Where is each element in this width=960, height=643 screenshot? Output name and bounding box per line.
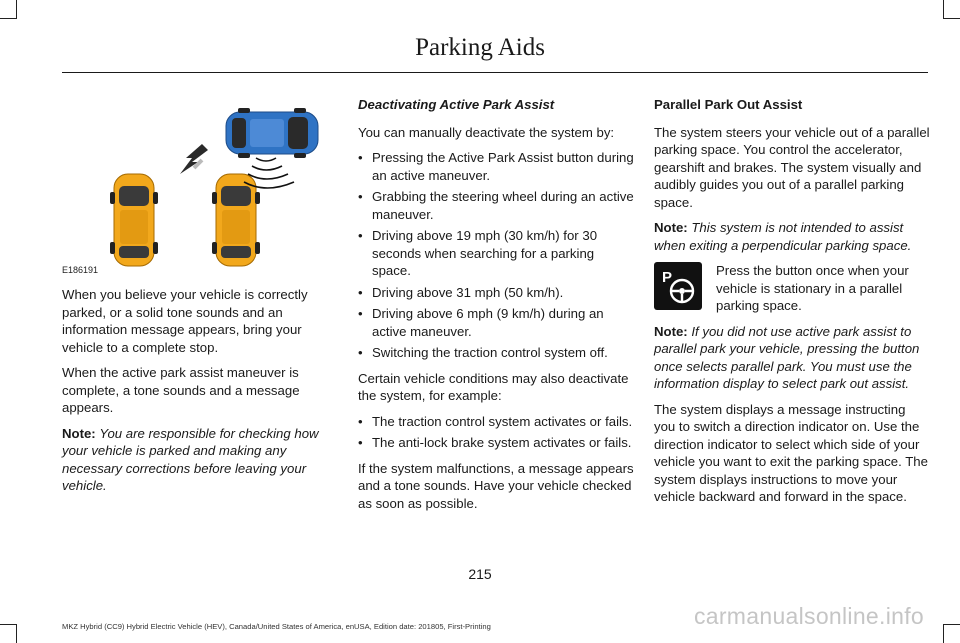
col3-paragraph-2: The system displays a message instructing you to switch a direction indicator on. Use the direction indicator to select which side of your vehicle you want to exit the parking space. The system displays instructions to move your vehicle backward and forward in the space. (654, 401, 928, 504)
parked-car-right (212, 174, 260, 266)
crop-mark-top-left (0, 0, 17, 19)
deactivate-list (358, 149, 634, 362)
footer-edition: MKZ Hybrid (CC9) Hybrid Electric Vehicle (HEV), Canada/United States of America, enUSA, Edition date: 201805, First-Printing (62, 622, 491, 631)
parking-illustration (62, 96, 340, 276)
column-right (654, 96, 930, 514)
page-title: Parking Aids (415, 34, 545, 61)
button-instruction-text: Press the button once when your vehicle is stationary in a parallel parking space. (716, 263, 909, 313)
deactivate-intro: You can manually deactivate the system by: (358, 124, 615, 140)
crop-mark-top-right (943, 0, 960, 19)
list-item: • The anti-lock brake system activates or fails. (358, 434, 634, 452)
header-divider (62, 72, 928, 73)
list-item: • Driving above 19 mph (30 km/h) for 30 seconds when searching for a parking space. (358, 227, 634, 280)
note-label: Note: (654, 323, 688, 339)
conditions-list (358, 413, 634, 452)
note-label: Note: (654, 220, 688, 235)
list-item: • Driving above 6 mph (9 km/h) during an active maneuver. (358, 305, 634, 340)
crop-mark-bottom-right (943, 624, 960, 643)
watermark: carmanualsonline.info (693, 603, 924, 629)
list-item: • The traction control system activates or fails. (358, 413, 634, 431)
column-left (62, 96, 340, 503)
col3-note-1 (654, 219, 930, 254)
col1-note (62, 425, 340, 495)
conditions-intro: Certain vehicle conditions may also deactivate the system, for example: (358, 370, 629, 403)
note-label: Note: (62, 425, 96, 441)
list-item: • Switching the traction control system off. (358, 344, 634, 362)
col1-paragraph-2: When the active park assist maneuver is complete, a tone sounds and a message appears. (62, 365, 300, 415)
svg-text:P: P (662, 269, 673, 286)
note-text: If you did not use active park assist to parallel park your vehicle, pressing the button once selects parallel park. You must use the information display to select park out assist. (654, 323, 920, 391)
parked-car-left (110, 174, 158, 266)
note-text: You are responsible for checking how your vehicle is parked and making any necessary corrections before leaving your vehicle. (62, 425, 319, 493)
button-instruction (654, 262, 930, 315)
crop-mark-bottom-left (0, 624, 17, 643)
section-heading-deactivating: Deactivating Active Park Assist (358, 97, 555, 112)
malfunction-text: If the system malfunctions, a message appears and a tone sounds. Have your vehicle checked as soon as possible. (358, 460, 634, 511)
column-middle (358, 96, 634, 520)
active-car (226, 108, 318, 158)
col3-note-2 (654, 323, 930, 393)
parking-diagram (62, 96, 340, 276)
page-number: 215 (468, 566, 492, 582)
direction-arrow-icon (180, 144, 208, 174)
col3-paragraph-1: The system steers your vehicle out of a parallel parking space. You control the accelerator, gearshift and brakes. The system visually and audibly guides you out of a parallel parking space. (654, 124, 930, 210)
section-heading-park-out: Parallel Park Out Assist (654, 97, 803, 112)
col1-paragraph-1: When you believe your vehicle is correctly parked, or a solid tone sounds and an information message appears, bring your vehicle to a complete stop. (62, 287, 308, 355)
list-item: • Driving above 31 mph (50 km/h). (358, 284, 634, 302)
list-item: • Grabbing the steering wheel during an active maneuver. (358, 188, 634, 223)
list-item: • Pressing the Active Park Assist button during an active maneuver. (358, 149, 634, 184)
park-assist-steering-icon (654, 262, 702, 310)
note-text: This system is not intended to assist when exiting a perpendicular parking space. (654, 220, 912, 253)
figure-id: E186191 (62, 265, 99, 275)
